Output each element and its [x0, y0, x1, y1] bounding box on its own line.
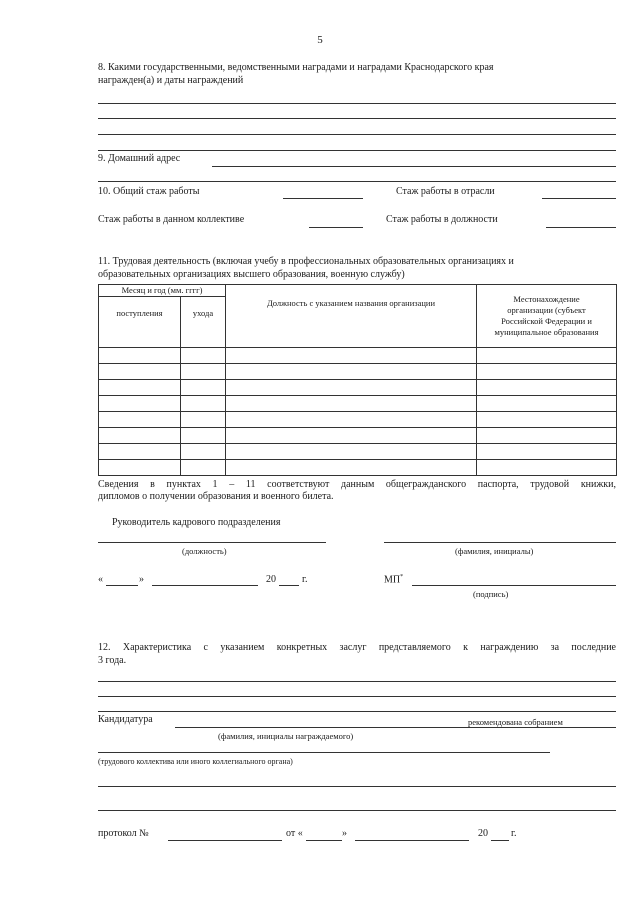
- table-cell[interactable]: [181, 444, 226, 460]
- protocol-label: протокол №: [98, 828, 149, 839]
- table-cell[interactable]: [181, 348, 226, 364]
- table-cell[interactable]: [477, 364, 617, 380]
- q10-position-label: Стаж работы в должности: [386, 214, 498, 225]
- table-row: [99, 428, 617, 444]
- q12-answer-line-3[interactable]: [98, 711, 616, 712]
- hr-date-close: »: [139, 574, 144, 585]
- location-header-l1: Местонахождение: [513, 294, 580, 304]
- protocol-from: от «: [286, 828, 303, 839]
- q12-line1: 12. Характеристика с указанием конкретных заслуг представляемого к награждению за последние: [98, 642, 616, 653]
- q8-line2: награжден(а) и даты награждений: [98, 75, 244, 86]
- q9-address-line[interactable]: [212, 166, 616, 167]
- candidacy-recommended-line[interactable]: [465, 727, 616, 728]
- q10-position-field[interactable]: [546, 227, 616, 228]
- q10-industry-field[interactable]: [542, 198, 616, 199]
- location-header-l2: организации (субъект: [507, 305, 586, 315]
- candidacy-name-line[interactable]: [175, 727, 465, 728]
- candidacy-extra-line-2[interactable]: [98, 810, 616, 811]
- hr-date-open: «: [98, 574, 103, 585]
- q8-answer-line-2[interactable]: [98, 118, 616, 119]
- hr-position-caption: (должность): [182, 546, 227, 556]
- protocol-number-field[interactable]: [168, 840, 282, 841]
- location-header-l4: муниципальное образования: [494, 327, 599, 337]
- work-history-table: [98, 284, 617, 476]
- page-number: 5: [317, 34, 323, 46]
- table-cell[interactable]: [226, 428, 477, 444]
- q8-answer-line-1[interactable]: [98, 103, 616, 104]
- month-year-header: Месяц и год (мм. гггг): [99, 285, 226, 297]
- hr-title: Руководитель кадрового подразделения: [112, 517, 281, 528]
- table-row: [99, 444, 617, 460]
- entry-header: [99, 297, 181, 348]
- protocol-day-field[interactable]: [306, 840, 342, 841]
- q10-industry-label: Стаж работы в отрасли: [396, 186, 495, 197]
- q9-label: 9. Домашний адрес: [98, 153, 181, 164]
- hr-year-suffix: г.: [302, 574, 308, 585]
- hr-day-field[interactable]: [106, 585, 138, 586]
- hr-year-field[interactable]: [279, 585, 299, 586]
- candidacy-org-line[interactable]: [98, 752, 550, 753]
- table-cell[interactable]: [226, 460, 477, 476]
- table-row: [99, 348, 617, 364]
- q10-collective-field[interactable]: [309, 227, 363, 228]
- table-cell[interactable]: [477, 396, 617, 412]
- table-row: [99, 364, 617, 380]
- q12-answer-line-1[interactable]: [98, 681, 616, 682]
- hr-signature-caption: (подпись): [473, 589, 509, 599]
- table-cell[interactable]: [226, 364, 477, 380]
- exit-header: [181, 297, 226, 348]
- table-cell[interactable]: [99, 428, 181, 444]
- exit-header-text: ухода: [192, 308, 214, 318]
- hr-name-caption: (фамилия, инициалы): [455, 546, 534, 556]
- table-cell[interactable]: [226, 396, 477, 412]
- table-cell[interactable]: [477, 412, 617, 428]
- hr-month-field[interactable]: [152, 585, 258, 586]
- statement-line2: дипломов о получении образования и военного билета.: [98, 491, 334, 502]
- table-cell[interactable]: [99, 380, 181, 396]
- hr-signature-line[interactable]: [412, 585, 616, 586]
- q11-line1: 11. Трудовая деятельность (включая учебу в профессиональных образовательных организациях и: [98, 256, 514, 267]
- table-row: [99, 380, 617, 396]
- statement-line1: Сведения в пунктах 1 – 11 соответствуют данным общегражданского паспорта, трудовой книжки,: [98, 479, 616, 490]
- table-cell[interactable]: [226, 412, 477, 428]
- hr-stamp: [384, 574, 403, 585]
- q10-total-label: 10. Общий стаж работы: [98, 186, 200, 197]
- candidacy-org-caption: (трудового коллектива или иного коллегиального органа): [98, 757, 293, 766]
- table-row: [99, 412, 617, 428]
- table-cell[interactable]: [181, 412, 226, 428]
- candidacy-label: Кандидатура: [98, 714, 153, 725]
- q11-line2: образовательных организациях высшего образования, военную службу): [98, 269, 405, 280]
- table-cell[interactable]: [181, 428, 226, 444]
- q9-address-line-2[interactable]: [98, 181, 616, 182]
- q10-collective-label: Стаж работы в данном коллективе: [98, 214, 245, 225]
- location-header: [477, 285, 617, 348]
- table-cell[interactable]: [181, 396, 226, 412]
- table-cell[interactable]: [477, 444, 617, 460]
- candidacy-name-caption: (фамилия, инициалы награждаемого): [218, 731, 354, 741]
- hr-year-prefix: 20: [266, 574, 276, 585]
- protocol-year-field[interactable]: [491, 840, 509, 841]
- table-cell[interactable]: [99, 396, 181, 412]
- protocol-year-prefix: 20: [478, 828, 488, 839]
- q10-total-field[interactable]: [283, 198, 363, 199]
- hr-stamp-mark: *: [400, 574, 404, 580]
- table-cell[interactable]: [226, 380, 477, 396]
- table-cell[interactable]: [99, 444, 181, 460]
- table-cell[interactable]: [181, 380, 226, 396]
- protocol-month-field[interactable]: [355, 840, 469, 841]
- hr-position-line[interactable]: [98, 542, 326, 543]
- table-cell[interactable]: [99, 348, 181, 364]
- table-row: [99, 396, 617, 412]
- hr-stamp-text: МП: [384, 574, 401, 586]
- table-cell[interactable]: [99, 364, 181, 380]
- table-cell[interactable]: [181, 364, 226, 380]
- table-cell[interactable]: [226, 444, 477, 460]
- table-cell[interactable]: [181, 460, 226, 476]
- table-cell[interactable]: [99, 412, 181, 428]
- table-cell[interactable]: [477, 380, 617, 396]
- q8-answer-line-3[interactable]: [98, 134, 616, 135]
- position-org-header: [226, 285, 477, 348]
- table-cell[interactable]: [477, 428, 617, 444]
- position-org-header-text: Должность с указанием названия организации: [266, 298, 436, 308]
- candidacy-extra-line-1[interactable]: [98, 786, 616, 787]
- hr-name-line[interactable]: [384, 542, 616, 543]
- q12-line2: 3 года.: [98, 655, 127, 666]
- table-cell[interactable]: [226, 348, 477, 364]
- entry-header-text: поступления: [116, 308, 163, 318]
- protocol-year-suffix: г.: [511, 828, 517, 839]
- candidacy-recommended: рекомендована собранием: [468, 717, 563, 727]
- table-cell[interactable]: [477, 460, 617, 476]
- table-row: [99, 460, 617, 476]
- protocol-date-close: »: [342, 828, 347, 839]
- q8-line1: 8. Какими государственными, ведомственными наградами и наградами Краснодарского края: [98, 62, 494, 73]
- location-header-l3: Российской Федерации и: [501, 316, 592, 326]
- table-cell[interactable]: [477, 348, 617, 364]
- table-cell[interactable]: [99, 460, 181, 476]
- q12-answer-line-2[interactable]: [98, 696, 616, 697]
- q8-answer-line-4[interactable]: [98, 150, 616, 151]
